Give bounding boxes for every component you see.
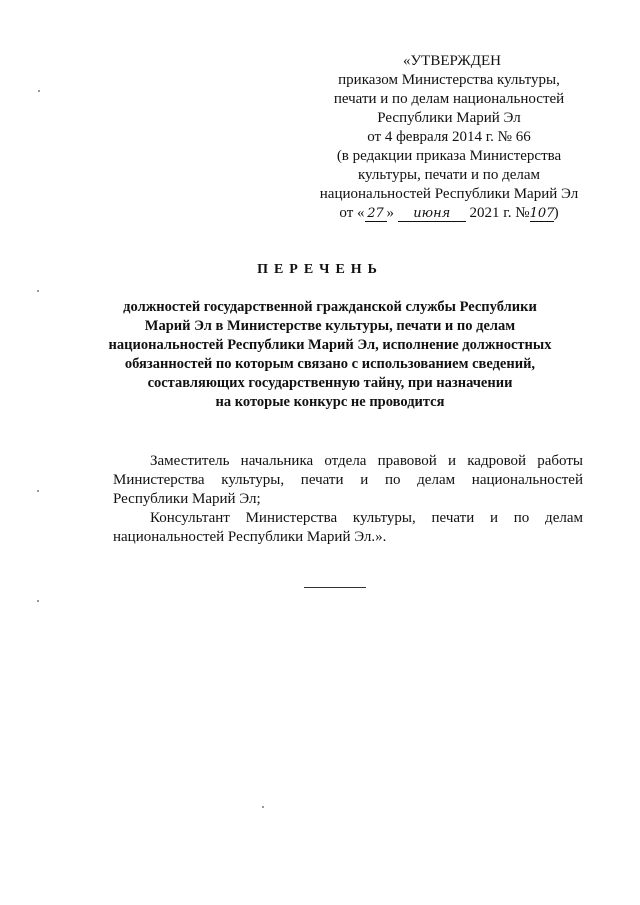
- approval-stamp-block: [318, 52, 580, 223]
- approval-line: (в редакции приказа Министерства: [336, 148, 562, 164]
- subtitle-line: на которые конкурс не проводится: [215, 394, 445, 410]
- end-divider: [304, 587, 366, 588]
- subtitle-line: обязанностей по которым связано с использованием сведений,: [124, 356, 536, 372]
- subtitle-line: составляющих государственную тайну, при назначении: [147, 375, 513, 391]
- scan-speck: [38, 90, 40, 92]
- approval-line: национальностей Республики Марий Эл: [319, 186, 579, 202]
- position-item: Заместитель начальника отдела правовой и кадровой работы Министерства культуры, печати и по делам национальностей Республики Марий Эл;: [113, 453, 583, 507]
- subtitle-line: Марий Эл в Министерстве культуры, печати и по делам: [144, 318, 516, 334]
- date-mid: »: [386, 205, 395, 221]
- date-suffix: ): [553, 205, 559, 221]
- approval-line: от 4 февраля 2014 г. № 66: [367, 129, 531, 145]
- approval-line: печати и по делам национальностей: [333, 91, 565, 107]
- handwritten-month: июня: [398, 206, 466, 222]
- document-title: ПЕРЕЧЕНЬ: [257, 262, 383, 277]
- scan-speck: [262, 806, 264, 808]
- approval-line: Республики Марий Эл: [377, 110, 521, 126]
- subtitle-line: национальностей Республики Марий Эл, исполнение должностных: [108, 337, 552, 353]
- date-prefix: от «: [339, 205, 365, 221]
- scan-speck: [37, 600, 39, 602]
- handwritten-day: 27: [365, 206, 387, 222]
- approval-line: приказом Министерства культуры,: [338, 72, 560, 88]
- approval-line: культуры, печати и по делам: [357, 167, 541, 183]
- scan-speck: [37, 290, 39, 292]
- approval-date-line: [318, 204, 580, 223]
- approval-heading: «УТВЕРЖДЕН: [403, 53, 501, 69]
- subtitle-line: должностей государственной гражданской службы Республики: [123, 299, 537, 315]
- scan-speck: [37, 490, 39, 492]
- date-year: 2021 г. №: [469, 205, 530, 221]
- handwritten-number: 107: [529, 206, 555, 221]
- position-item: Консультант Министерства культуры, печати и по делам национальностей Республики Марий Эл.».: [113, 510, 583, 545]
- positions-list: [113, 452, 583, 547]
- document-subtitle: [100, 298, 560, 412]
